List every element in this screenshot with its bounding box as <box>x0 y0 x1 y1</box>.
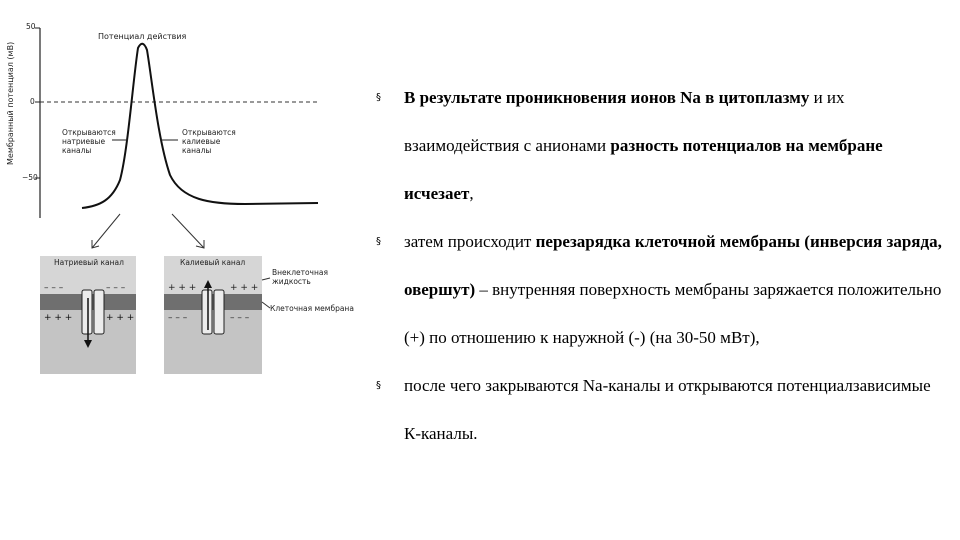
bullet-text-bold: перезарядка клеточной мембраны (инверсия заряда, овершут) <box>404 232 942 299</box>
na-inner-charge: + + + <box>44 313 73 323</box>
k-channel-title: Калиевый канал <box>180 258 246 267</box>
tick-label-0: 0 <box>30 97 35 106</box>
arrow-to-k <box>172 214 204 248</box>
na-open-line-3: каналы <box>62 146 92 155</box>
na-inner-charge-2: + + + <box>106 313 135 323</box>
na-outer-charge-2: – – – <box>106 283 126 293</box>
extracellular-pointer <box>262 278 270 280</box>
arrow-to-na <box>92 214 120 248</box>
k-open-line-2: калиевые <box>182 137 221 146</box>
na-open-line-1: Открываются <box>62 128 116 137</box>
bullet-text-bold: В результате проникновения ионов Na в цитоплазму <box>404 88 810 107</box>
k-open-line-1: Открываются <box>182 128 236 137</box>
tick-label-minus50: −50 <box>22 173 38 182</box>
bullet-text: – внутренняя поверхность мембраны заряжается положительно (+) по отношению к наружной (-) (на 30-50 мВт), <box>404 280 942 347</box>
peak-label: Потенциал действия <box>98 32 187 41</box>
na-open-label <box>62 128 116 155</box>
k-open-line-3: каналы <box>182 146 212 155</box>
na-channel-title: Натриевый канал <box>54 258 124 267</box>
action-potential-curve <box>82 44 318 208</box>
bullet-item <box>372 74 942 218</box>
k-inner-charge-2: – – – <box>230 313 250 323</box>
tick-label-50: 50 <box>26 22 36 31</box>
na-outer-charge: – – – <box>44 283 64 293</box>
bullet-text: , <box>469 184 474 203</box>
k-inner-charge: – – – <box>168 313 188 323</box>
bullet-text: после чего закрываются Na-каналы и открываются потенциалзависимые К-каналы. <box>404 376 931 443</box>
k-open-label <box>182 128 236 155</box>
bullet-item <box>372 218 942 362</box>
extracellular-label <box>272 268 328 286</box>
y-axis-label: Мембранный потенциал (мВ) <box>6 41 15 165</box>
bullet-marker: § <box>376 380 381 391</box>
bullet-text-bold: разность потенциалов на мембране исчезает <box>404 136 883 203</box>
membrane-label: Клеточная мембрана <box>270 304 354 313</box>
k-outer-charge: + + + <box>168 283 197 293</box>
extracellular-line-2: жидкость <box>272 277 311 286</box>
bullet-marker: § <box>376 92 381 103</box>
na-open-line-2: натриевые <box>62 137 106 146</box>
figure-drawing <box>0 0 360 390</box>
bullet-list <box>372 74 942 458</box>
bullet-marker: § <box>376 236 381 247</box>
extracellular-line-1: Внеклеточная <box>272 268 329 277</box>
action-potential-figure <box>0 0 360 390</box>
bullet-text: и их взаимодействия с анионами <box>404 88 845 155</box>
bullet-item <box>372 362 942 458</box>
bullet-text: затем происходит <box>404 232 536 251</box>
k-outer-charge-2: + + + <box>230 283 259 293</box>
membrane-pointer <box>262 302 270 308</box>
